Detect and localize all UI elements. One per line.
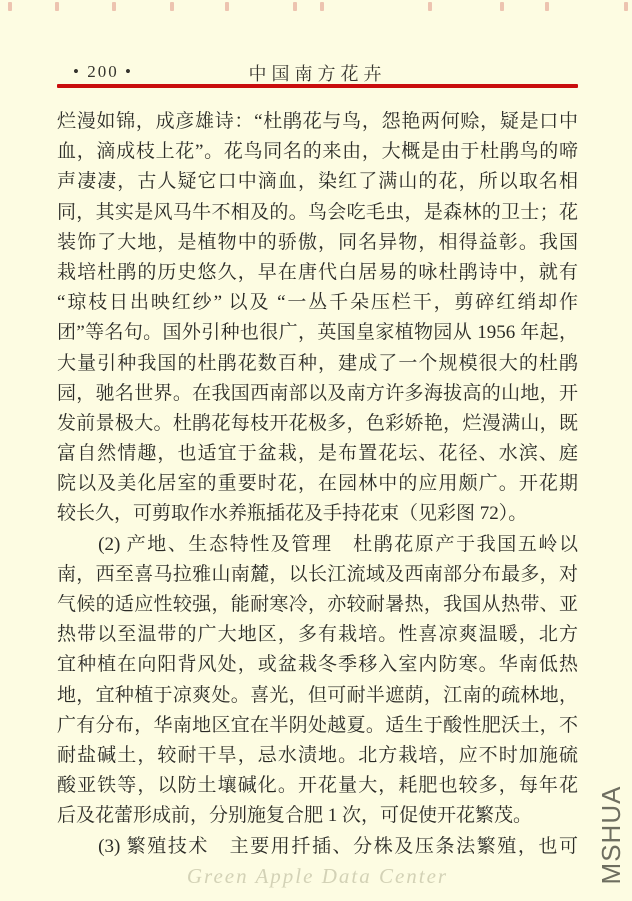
text-line: 同，其实是风马牛不相及的。鸟会吃毛虫，是森林的卫士；花 (57, 201, 578, 223)
text-line: 气候的适应性较强，能耐寒冷，亦较耐暑热，我国从热带、亚 (57, 594, 578, 615)
text-line: 发前景极大。杜鹃花每枝开花极多，色彩娇艳，烂漫满山，既 (57, 412, 578, 434)
text-line: 声凄凄，古人疑它口中滴血，染红了满山的花，所以取名相 (57, 171, 578, 193)
text-line: 院以及美化居室的重要时花，在园林中的应用颇广。开花期 (57, 473, 578, 495)
text-line: 园，驰名世界。在我国西南部以及南方许多海拔高的山地，开 (57, 382, 578, 404)
text-line: 宜种植在向阳背风处，或盆栽冬季移入室内防寒。华南低热 (57, 654, 578, 676)
scan-artifact-mark (500, 2, 504, 11)
scan-artifact-mark (225, 2, 229, 11)
text-line: 团”等名句。国外引种也很广，英国皇家植物园从 1956 年起， (57, 322, 578, 344)
text-line: 烂漫如锦，成彦雄诗：“杜鹃花与鸟，怨艳两何赊，疑是口中 (57, 111, 578, 132)
text-line: 后及花蕾形成前，分别施复合肥 1 次，可促使开花繁茂。 (57, 805, 533, 827)
text-line: 地，宜种植于凉爽处。喜光，但可耐半遮荫，江南的疏林地， (57, 684, 578, 706)
page-header (57, 60, 578, 84)
scan-artifact-mark (624, 2, 628, 11)
scan-artifact-mark (112, 2, 116, 11)
text-line: 装饰了大地，是植物中的骄傲，同名异物，相得益彰。我国 (57, 231, 578, 253)
text-line: (2) 产地、生态特性及管理 杜鹃花原产于我国五岭以 (57, 533, 578, 555)
watermark-text: Green Apple Data Center (186, 864, 449, 888)
text-line: 热带以至温带的广大地区，多有栽培。性喜凉爽温暖，北方 (57, 624, 578, 646)
text-line: “琼枝日出映红纱” 以及 “一丛千朵压栏干，剪碎红绡却作 (57, 292, 578, 314)
scan-artifact-mark (55, 2, 59, 11)
text-line: 南，西至喜马拉雅山南麓，以长江流域及西南部分布最多，对 (57, 563, 578, 585)
scan-artifact-mark (8, 2, 12, 11)
scan-artifact-mark (320, 2, 324, 11)
scan-artifact-mark (428, 2, 432, 11)
text-line: 大量引种我国的杜鹃花数百种，建成了一个规模很大的杜鹃 (57, 352, 578, 374)
text-line: 血，滴成枝上花”。花鸟同名的来由，大概是由于杜鹃鸟的啼 (57, 141, 578, 163)
body-text (57, 107, 578, 862)
text-line: 栽培杜鹃的历史悠久，早在唐代白居易的咏杜鹃诗中，就有 (57, 261, 578, 283)
side-label: MSHUA (596, 785, 626, 885)
scan-artifact-mark (545, 2, 549, 11)
scan-artifact-mark (293, 2, 297, 11)
text-line: 富自然情趣，也适宜于盆栽，是布置花坛、花径、水滨、庭 (57, 443, 578, 465)
text-line: (3) 繁殖技术 主要用扦插、分株及压条法繁殖，也可 (57, 835, 578, 857)
text-line: 耐盐碱土，较耐干旱，忌水渍地。北方栽培，应不时加施硫 (57, 744, 578, 766)
scan-artifact-mark (170, 2, 174, 11)
text-line: 广有分布，华南地区宜在半阴处越夏。适生于酸性肥沃土，不 (57, 714, 578, 736)
header-rule (57, 84, 578, 88)
book-title: 中国南方花卉 (248, 64, 387, 84)
text-line: 酸亚铁等，以防土壤碱化。开花量大，耗肥也较多，每年花 (57, 775, 578, 797)
page-number: • 200 • (73, 62, 133, 81)
text-line: 较长久，可剪取作水养瓶插花及手持花束（见彩图 72）。 (57, 503, 528, 525)
